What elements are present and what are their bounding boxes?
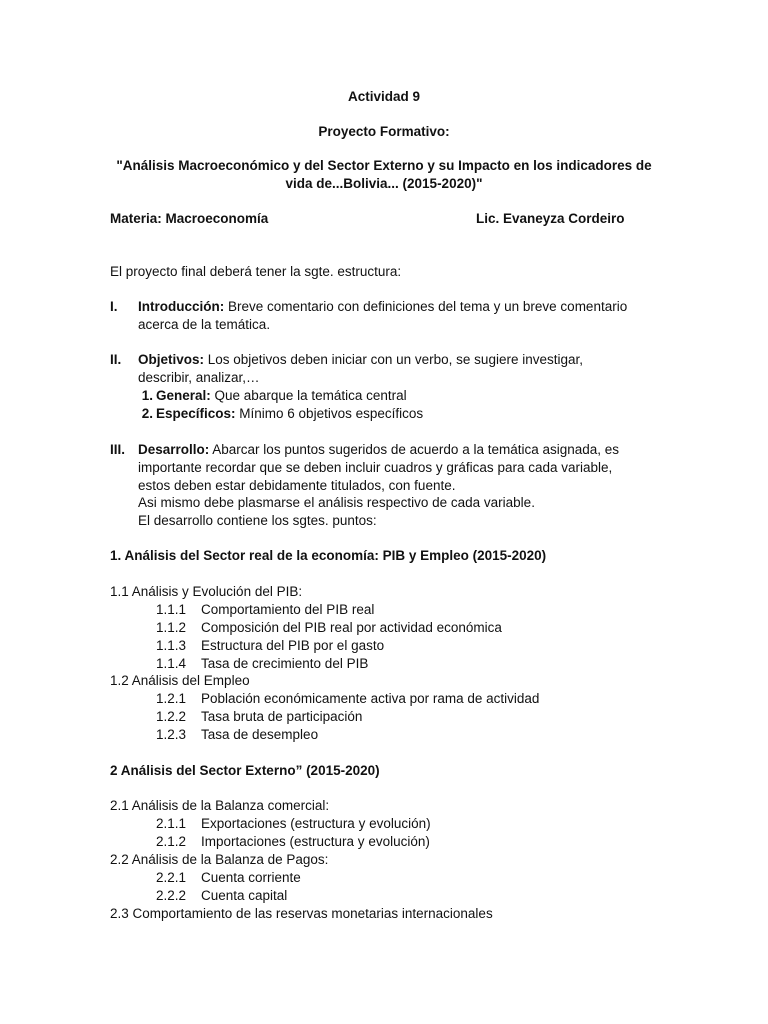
part1-sub2-heading: 1.2 Análisis del Empleo [110, 673, 250, 688]
part2-sub2-heading: 2.2 Análisis de la Balanza de Pagos: [110, 852, 329, 867]
section-intro-line1 [138, 298, 658, 316]
objective-label: General: [156, 388, 211, 403]
outline-item: Tasa de desempleo [201, 727, 319, 742]
outline-number: 2.1.1 [156, 816, 187, 831]
section-objectives-text2: describir, analizar,… [138, 370, 260, 385]
objective-item [156, 405, 658, 423]
section-objectives-heading: Objetivos: [138, 352, 205, 367]
outline-item: Composición del PIB real por actividad económica [201, 620, 502, 635]
outline-item: Cuenta corriente [201, 870, 301, 885]
section-intro-heading: Introducción: [138, 299, 225, 314]
outline-item: Población económicamente activa por rama de actividad [201, 691, 540, 706]
section-intro-text1: Breve comentario con definiciones del tema y un breve comentario [224, 299, 628, 314]
part1-sub1-heading: 1.1 Análisis y Evolución del PIB: [110, 584, 303, 599]
outline-item: Cuenta capital [201, 888, 288, 903]
structure-intro: El proyecto final deberá tener la sgte. estructura: [110, 264, 402, 279]
outline-item: Importaciones (estructura y evolución) [201, 834, 430, 849]
section-development-line1 [138, 441, 658, 459]
part1-heading: 1. Análisis del Sector real de la economía: PIB y Empleo (2015-2020) [110, 548, 547, 563]
section-objectives-line1 [138, 351, 658, 369]
objective-label: Específicos: [156, 406, 236, 421]
project-title-line1: "Análisis Macroeconómico y del Sector Externo y su Impacto en los indicadores de [116, 158, 652, 173]
section-objectives-text1: Los objetivos deben iniciar con un verbo, se sugiere investigar, [204, 352, 583, 367]
section-numeral-objectives: II. [110, 352, 122, 367]
objective-number: 1. [141, 388, 153, 403]
section-intro-text2: acerca de la temática. [138, 317, 271, 332]
outline-number: 2.1.2 [156, 834, 187, 849]
objective-text: Mínimo 6 objetivos específicos [235, 406, 424, 421]
part2-heading: 2 Análisis del Sector Externo” (2015-2020) [110, 763, 380, 778]
objective-item [156, 387, 658, 405]
section-development-text3: estos deben estar debidamente titulados, con fuente. [138, 478, 456, 493]
section-development-text5: El desarrollo contiene los sgtes. puntos: [138, 513, 377, 528]
outline-number: 1.2.2 [156, 709, 187, 724]
outline-number: 2.2.1 [156, 870, 187, 885]
outline-number: 1.1.2 [156, 620, 187, 635]
outline-number: 1.1.1 [156, 602, 187, 617]
outline-item: Tasa bruta de participación [201, 709, 363, 724]
objective-text: Que abarque la temática central [210, 388, 407, 403]
section-numeral-intro: I. [110, 299, 118, 314]
project-label: Proyecto Formativo: [318, 124, 450, 139]
part2-sub3-heading: 2.3 Comportamiento de las reservas monetarias internacionales [110, 906, 493, 921]
outline-item: Exportaciones (estructura y evolución) [201, 816, 431, 831]
section-numeral-development: III. [110, 442, 126, 457]
outline-number: 2.2.2 [156, 888, 187, 903]
project-title-line2: vida de...Bolivia... (2015-2020)" [285, 176, 483, 191]
part2-sub1-heading: 2.1 Análisis de la Balanza comercial: [110, 798, 330, 813]
activity-title: Actividad 9 [347, 89, 421, 104]
outline-number: 1.1.3 [156, 638, 187, 653]
outline-item: Tasa de crecimiento del PIB [201, 656, 369, 671]
teacher-name: Lic. Evaneyza Cordeiro [476, 211, 625, 226]
objective-number: 2. [141, 406, 153, 421]
section-development-text4: Asi mismo debe plasmarse el análisis respectivo de cada variable. [138, 495, 535, 510]
outline-number: 1.1.4 [156, 656, 187, 671]
outline-number: 1.2.1 [156, 691, 187, 706]
section-development-text2: importante recordar que se deben incluir cuadros y gráficas para cada variable, [138, 460, 613, 475]
subject-label: Materia: Macroeconomía [110, 211, 269, 226]
outline-item: Estructura del PIB por el gasto [201, 638, 385, 653]
outline-number: 1.2.3 [156, 727, 187, 742]
outline-item: Comportamiento del PIB real [201, 602, 375, 617]
section-development-heading: Desarrollo: [138, 442, 210, 457]
section-development-text1: Abarcar los puntos sugeridos de acuerdo a la temática asignada, es [209, 442, 620, 457]
